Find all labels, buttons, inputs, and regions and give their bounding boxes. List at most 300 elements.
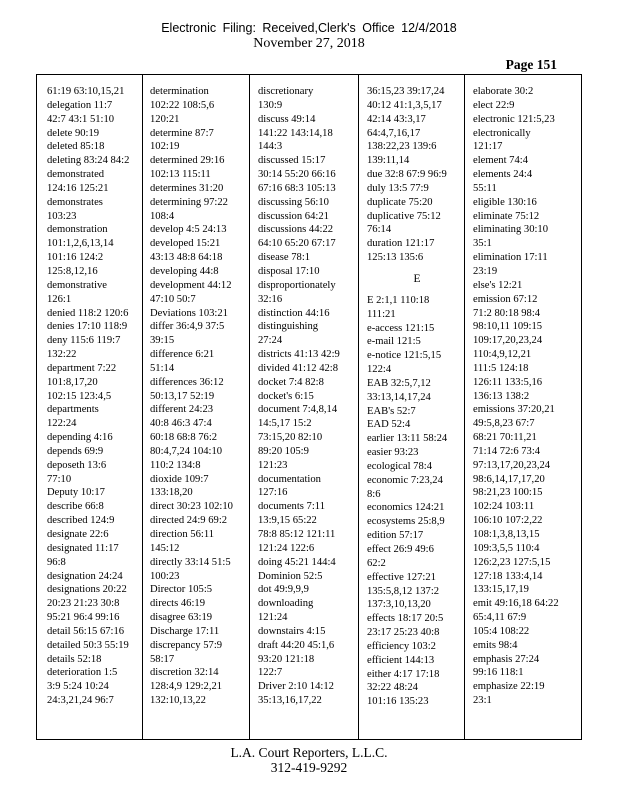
index-citation-line: 50:13,17 52:19 [150,390,215,402]
index-citation-line: 141:22 143:14,18 [258,127,333,139]
index-term: ecosystems 25:8,9 [367,516,445,528]
index-entry [47,362,147,404]
index-term: difference 6:21 [150,349,215,361]
index-term: differ 36:4,9 37:5 [150,321,225,333]
index-citation-line: 58:17 [150,653,175,665]
index-citation-line: 89:20 105:9 [258,445,309,457]
index-entry [47,500,147,514]
index-entry [367,237,467,265]
court-reporter-name: L.A. Court Reporters, L.L.C. [230,745,388,760]
index-entry [258,597,358,625]
index-entry [367,85,467,168]
index-term: denied 118:2 120:6 [47,307,129,319]
index-term: designations 20:22 [47,584,127,596]
index-entry [150,625,250,639]
index-entry [473,127,573,155]
index-entry [258,625,358,639]
index-term: earlier 13:11 58:24 [367,433,448,445]
index-citation-line: 126:1 [47,293,72,305]
index-term: element 74:4 [473,155,529,167]
index-citation-line: 127:18 133:4,14 [473,570,543,582]
index-term: efficient 144:13 [367,654,435,666]
index-citation-line: 132:22 [47,349,77,361]
index-citation-line: 122:4 [367,364,392,376]
index-term: elimination 17:11 [473,252,548,264]
index-entry [473,403,573,597]
index-term: designated 11:17 [47,542,119,554]
index-entry [150,611,250,625]
index-term: ecological 78:4 [367,460,433,472]
index-term: economics 124:21 [367,502,445,514]
index-entry [150,265,250,279]
index-entry [47,639,147,653]
index-term: elect 22:9 [473,99,515,111]
index-citation-line: 99:16 118:1 [473,667,524,679]
index-citation-line: 110:4,9,12,21 [473,349,532,361]
index-term: emphasis 27:24 [473,653,540,665]
index-citation-line: 105:4 108:22 [473,625,530,637]
index-term: developing 44:8 [150,265,219,277]
index-citation-line: 23:1 [473,695,492,707]
index-citation-line: 35:13,16,17,22 [258,695,322,707]
index-term: duration 121:17 [367,238,435,250]
index-term: downstairs 4:15 [258,625,326,637]
index-citation-line: 109:17,20,23,24 [473,335,543,347]
index-citation-line: 67:16 68:3 105:13 [258,182,336,194]
index-entry [258,390,358,404]
index-term: disagree 63:19 [150,612,213,624]
index-entry [367,640,467,654]
index-citation-line: 128:4,9 129:2,21 [150,681,223,693]
index-entry [47,334,147,362]
index-term: duplicative 75:12 [367,210,441,222]
index-entry [367,432,467,446]
index-citation-line: 65:4,11 67:9 [473,612,527,624]
index-citation-line: 130:9 [258,99,283,111]
index-citation-line: 33:13,14,17,24 [367,391,431,403]
index-entry [367,210,467,238]
index-entry [150,182,250,196]
index-citation-line: 102:22 108:5,6 [150,99,215,111]
index-entry [258,265,358,279]
index-term: due 32:8 67:9 96:9 [367,169,447,181]
index-entry [47,583,147,625]
index-term: electronic 121:5,23 [473,113,555,125]
index-term: e-notice 121:5,15 [367,350,442,362]
index-term: Driver 2:10 14:12 [258,681,334,693]
index-term: eliminating 30:10 [473,224,549,236]
index-term: directed 24:9 69:2 [150,515,228,527]
index-citation-line: 98:10,11 109:15 [473,321,543,333]
index-entry [258,362,358,376]
index-term: efficiency 103:2 [367,640,436,652]
index-entry [473,680,573,708]
index-citation-line: 125:8,12,16 [47,265,98,277]
index-term: differences 36:12 [150,376,224,388]
index-entry [367,168,467,182]
index-citation-line: 106:10 107:2,22 [473,515,543,527]
index-term: department 7:22 [47,362,117,374]
index-entry [367,377,467,405]
index-term: deny 115:6 119:7 [47,335,121,347]
index-entry [258,223,358,251]
index-citation-line: 133:18,20 [150,487,193,499]
index-term: doing 45:21 144:4 [258,556,336,568]
index-entry [47,320,147,334]
index-entry [258,639,358,681]
index-entry [258,307,358,321]
index-entry [150,666,250,708]
index-entry [150,320,250,348]
index-entry [47,666,147,708]
index-entry [258,376,358,390]
index-entry [473,196,573,210]
index-term: else's 12:21 [473,279,523,291]
index-term: eligible 130:16 [473,196,537,208]
index-entry [150,154,250,182]
index-citation-line: 93:20 121:18 [258,653,315,665]
index-entry [258,348,358,362]
index-term: EAB's 52:7 [367,405,416,417]
index-term: Discharge 17:11 [150,625,220,637]
index-citation-line: 122:24 [47,418,77,430]
index-citation-line: 111:5 124:18 [473,362,529,374]
column-divider [358,75,359,739]
index-citation-line: 55:11 [473,182,497,194]
index-term: discussions 44:22 [258,224,334,236]
index-term: detail 56:15 67:16 [47,625,125,637]
index-entry [47,514,147,528]
index-citation-line: 51:14 [150,362,175,374]
index-term: determines 31:20 [150,182,224,194]
index-citation-line: 23:19 [473,265,498,277]
index-entry [473,639,573,653]
index-citation-line: 32:16 [258,293,283,305]
index-term: documentation [258,473,321,485]
index-column-4 [367,85,467,709]
index-citation-line: 135:5,8,12 137:2 [367,585,440,597]
index-citation-line: 103:23 [47,210,77,222]
index-column-3 [258,85,358,708]
index-citation-line: 30:14 55:20 66:16 [258,169,336,181]
index-term: emphasize 22:19 [473,681,545,693]
electronic-filing-stamp: Electronic Filing: Received,Clerk's Office 12/4/2018 [161,21,457,35]
index-term: directly 33:14 51:5 [150,556,231,568]
index-entry [258,320,358,348]
index-term: docket 7:4 82:8 [258,376,324,388]
index-term: deleted 85:18 [47,141,105,153]
index-entry [150,376,250,404]
index-entry [473,168,573,196]
index-term: districts 41:13 42:9 [258,349,340,361]
index-entry [367,529,467,543]
index-entry [150,223,250,237]
index-citation-line: 73:15,20 82:10 [258,432,323,444]
index-term: EAD 52:4 [367,419,411,431]
index-term: edition 57:17 [367,530,424,542]
index-term: dot 49:9,9,9 [258,584,309,596]
index-entry [473,279,573,293]
index-entry [367,654,467,668]
index-term: effect 26:9 49:6 [367,544,434,555]
index-citation-line: 108:1,3,8,13,15 [473,529,540,540]
index-entry [258,570,358,584]
index-term: disposal 17:10 [258,265,320,277]
index-citation-line: 101:8,17,20 [47,376,98,388]
document-date: November 27, 2018 [253,36,365,51]
index-column-1 [47,85,147,708]
index-term: directs 46:19 [150,598,206,610]
index-citation-line: 122:7 [258,667,283,679]
index-term: denies 17:10 118:9 [47,321,128,333]
index-entry [150,473,250,501]
index-term: direct 30:23 102:10 [150,501,233,513]
index-entry [367,571,467,613]
index-entry [367,182,467,196]
index-entry [150,237,250,265]
index-term: determined 29:16 [150,155,225,167]
index-term: deterioration 1:5 [47,667,118,679]
index-citation-line: 27:24 [258,335,283,347]
index-citation-line: 133:15,17,19 [473,584,529,596]
index-term: duly 13:5 77:9 [367,182,429,194]
index-entry [47,486,147,500]
index-entry [150,528,250,556]
index-citation-line: 62:2 [367,557,386,569]
index-entry [47,570,147,584]
index-entry [473,597,573,639]
index-term: emit 49:16,18 64:22 [473,598,559,610]
index-citation-line: 96:8 [47,556,66,568]
index-citation-line: 43:13 48:8 64:18 [150,252,223,264]
index-citation-line: 125:13 135:6 [367,252,424,264]
index-term: discrepancy 57:9 [150,639,223,651]
word-index-table [36,74,582,740]
index-citation-line: 139:11,14 [367,155,410,167]
index-term: either 4:17 17:18 [367,668,440,680]
index-term: emissions 37:20,21 [473,404,555,416]
index-citation-line: 14:5,17 15:2 [258,418,312,430]
index-term: distinction 44:16 [258,307,330,319]
index-entry [367,460,467,474]
index-entry [150,85,250,127]
index-entry [367,668,467,710]
index-term: 61:19 63:10,15,21 [47,86,125,97]
page-number: Page 151 [505,57,557,72]
index-term: determining 97:22 [150,196,228,208]
index-entry [367,196,467,210]
index-citation-line: 110:2 134:8 [150,459,201,471]
index-citation-line: 64:4,7,16,17 [367,127,421,139]
index-citation-line: 101:1,2,6,13,14 [47,238,114,250]
index-entry [47,196,147,224]
index-term: designate 22:6 [47,529,109,540]
index-entry [47,127,147,141]
index-term: departments [47,404,99,416]
index-entry [47,542,147,570]
index-entry [47,223,147,278]
index-citation-line: 49:5,8,23 67:7 [473,418,535,430]
index-term: document 7:4,8,14 [258,404,338,416]
index-entry [47,99,147,127]
index-citation-line: 76:14 [367,224,392,236]
index-entry [258,403,358,472]
index-entry [258,251,358,265]
index-term: e-mail 121:5 [367,336,421,348]
index-entry [473,85,573,99]
index-term: dioxide 109:7 [150,473,209,485]
index-term: detailed 50:3 55:19 [47,639,129,651]
index-entry [47,307,147,321]
index-term: divided 41:12 42:8 [258,362,339,374]
index-entry [150,279,250,307]
index-entry [47,140,147,154]
index-term: depending 4:16 [47,432,113,444]
index-term: disproportionately [258,279,336,291]
index-entry [367,501,467,515]
index-entry [367,474,467,502]
index-entry [47,168,147,196]
index-term: deleting 83:24 84:2 [47,155,130,167]
index-citation-line: 121:17 [473,141,503,153]
index-term: describe 66:8 [47,501,104,513]
index-term: different 24:23 [150,404,214,416]
index-term: designation 24:24 [47,570,123,582]
index-term: 36:15,23 39:17,24 [367,86,445,97]
index-entry [258,113,358,155]
index-entry [258,196,358,210]
index-term: discretionary [258,86,314,97]
index-citation-line: 108:4 [150,210,175,222]
index-citation-line: 71:14 72:6 73:4 [473,445,541,457]
index-term: EAB 32:5,7,12 [367,377,431,389]
index-citation-line: 97:13,17,20,23,24 [473,459,551,471]
index-entry [47,445,147,459]
index-term: e-access 121:15 [367,322,435,334]
index-term: delegation 11:7 [47,99,113,111]
index-entry [47,85,147,99]
index-entry [258,473,358,501]
index-term: effects 18:17 20:5 [367,613,444,625]
index-entry [150,196,250,224]
index-citation-line: 101:16 124:2 [47,252,104,264]
index-term: determination [150,86,209,97]
index-term: details 52:18 [47,653,102,665]
index-citation-line: 42:7 43:1 51:10 [47,113,115,125]
index-citation-line: 100:23 [150,570,180,582]
index-entry [473,113,573,127]
index-entry [150,500,250,514]
index-term: discuss 49:14 [258,113,316,125]
index-term: demonstrates [47,196,103,208]
index-entry [150,127,250,155]
index-citation-line: 23:17 25:23 40:8 [367,627,440,639]
index-entry [258,279,358,307]
index-entry [47,279,147,307]
index-entry [258,154,358,196]
index-entry [473,210,573,224]
index-citation-line: 144:3 [258,141,283,153]
index-term: Director 105:5 [150,584,213,596]
index-term: elaborate 30:2 [473,86,534,97]
index-entry [258,210,358,224]
index-citation-line: 42:14 43:3,17 [367,113,426,125]
index-citation-line: 137:3,10,13,20 [367,599,431,611]
index-letter-heading: E [413,272,421,285]
index-term: described 124:9 [47,515,115,527]
index-citation-line: 13:9,15 65:22 [258,515,317,527]
index-citation-line: 98:6,14,17,17,20 [473,473,545,485]
index-citation-line: 60:18 68:8 76:2 [150,432,218,444]
index-entry [47,459,147,487]
index-citation-line: 80:4,7,24 104:10 [150,445,223,457]
index-term: discussion 64:21 [258,210,329,222]
index-term: draft 44:20 45:1,6 [258,639,335,651]
index-citation-line: 102:15 123:4,5 [47,390,112,402]
index-entry [258,500,358,555]
index-citation-line: 8:6 [367,488,381,500]
index-citation-line: 24:3,21,24 96:7 [47,695,114,707]
index-citation-line: 132:10,13,22 [150,695,206,707]
index-entry [367,294,467,322]
index-entry [367,446,467,460]
index-entry [367,322,467,336]
index-entry [473,99,573,113]
index-term: direction 56:11 [150,529,215,540]
index-term: emission 67:12 [473,293,538,305]
index-citation-line: 102:13 115:11 [150,169,211,181]
index-term: delete 90:19 [47,127,100,139]
index-column-2 [150,85,250,708]
index-entry [473,293,573,404]
index-citation-line: 121:24 122:6 [258,542,315,554]
index-term: deposeth 13:6 [47,459,107,471]
index-term: depends 69:9 [47,445,104,457]
index-term: demonstrated [47,169,105,181]
index-entry [150,597,250,611]
index-entry [473,223,573,251]
index-term: eliminate 75:12 [473,210,540,222]
index-entry [150,307,250,321]
index-entry [258,583,358,597]
index-citation-line: 102:24 103:11 [473,501,535,513]
index-entry [47,528,147,542]
court-reporter-phone: 312-419-9292 [270,759,348,775]
index-citation-line: 101:16 135:23 [367,696,429,708]
index-citation-line: 47:10 50:7 [150,293,196,305]
index-entry [150,556,250,584]
index-term: Deviations 103:21 [150,307,228,319]
index-citation-line: 39:15 [150,335,175,347]
index-term: easier 93:23 [367,447,419,459]
index-entry [47,431,147,445]
index-citation-line: 20:23 21:23 30:8 [47,598,120,610]
index-entry [473,154,573,168]
index-entry [150,403,250,472]
index-citation-line: 64:10 65:20 67:17 [258,238,336,250]
index-citation-line: 138:22,23 139:6 [367,141,437,153]
index-entry [367,335,467,349]
index-citation-line: 145:12 [150,542,180,554]
index-term: electronically [473,127,531,139]
index-citation-line: 40:12 41:1,3,5,17 [367,99,442,111]
index-citation-line: 109:3,5,5 110:4 [473,542,540,554]
index-entry [150,348,250,376]
index-term: effective 127:21 [367,571,436,583]
index-citation-line: 136:13 138:2 [473,390,530,402]
index-entry [367,612,467,640]
index-term: distinguishing [258,321,319,333]
